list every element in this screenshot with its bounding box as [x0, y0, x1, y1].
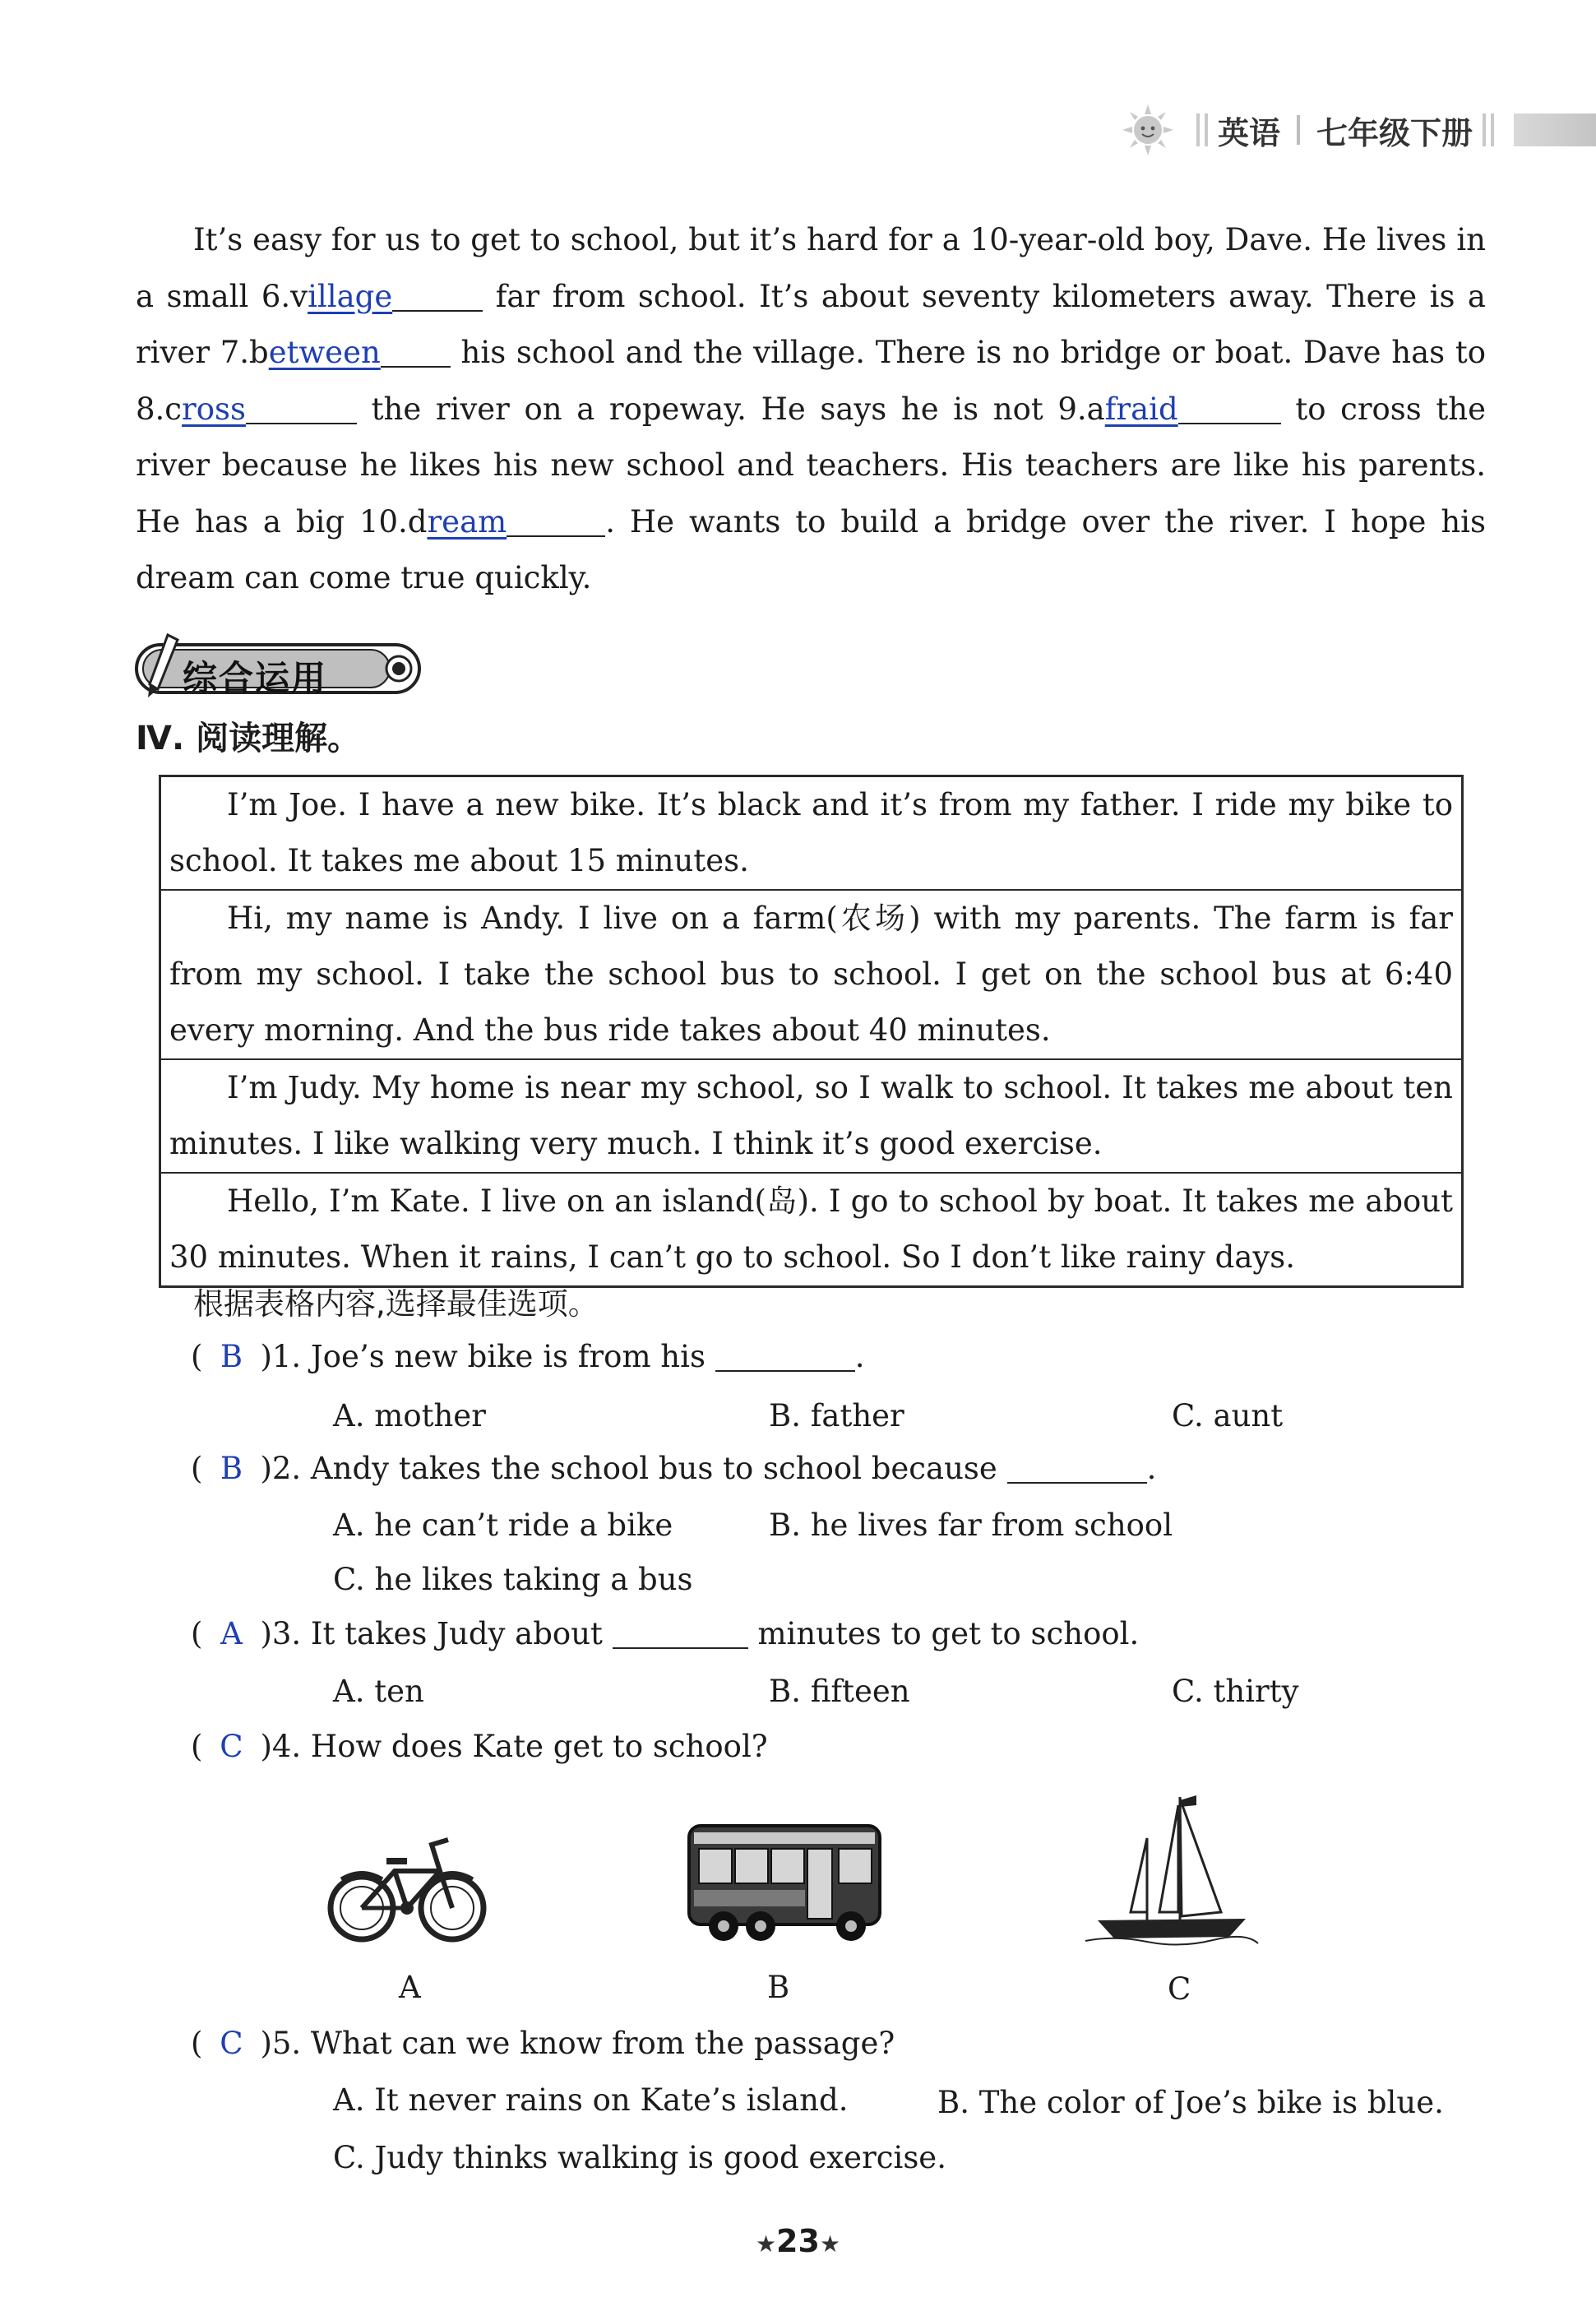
subject-label: 英语: [1217, 114, 1280, 151]
paren-open: (: [191, 1451, 203, 1486]
option-b: B. fifteen: [769, 1674, 910, 1709]
sailboat-picture: [1081, 1789, 1262, 1953]
question-4: [191, 1729, 768, 1764]
answer-blank: [246, 392, 357, 424]
answer-letter: C: [220, 1729, 243, 1764]
blank-number: 10.d: [359, 503, 428, 540]
question-stem: )3. It takes Judy about: [260, 1616, 603, 1651]
question-after: .: [1146, 1451, 1157, 1486]
blank-answer: fraid: [1104, 391, 1178, 427]
paren-open: (: [191, 1616, 203, 1651]
paren-open: (: [191, 1339, 203, 1374]
passage-text: It’s easy for us to get to school, but it’s hard for a 10-year-old boy, Dave. He lives in a small: [136, 222, 1486, 314]
pencil-icon: [143, 633, 181, 699]
question-after: minutes to get to school.: [757, 1616, 1140, 1651]
paren-open: (: [191, 2026, 203, 2061]
header-divider: [1196, 113, 1208, 146]
page-footer: [0, 2223, 1596, 2259]
page-header: [1121, 97, 1596, 163]
blank-answer: ross: [182, 391, 246, 427]
table-row: Hi, my name is Andy. I live on a farm(农场) with my parents. The farm is far from my school. I take the school bus to school. I get on the school bus at 6:40 every morning. And the bus ride takes about 40 minutes.: [161, 891, 1461, 1060]
reading-heading: Ⅳ. 阅读理解。: [136, 720, 361, 757]
blank-answer: etween: [268, 335, 381, 370]
passage-text: . He wants to build a bridge over the river. I hope his dream can come true quickly.: [136, 503, 1487, 595]
picture-label-c: C: [1168, 1971, 1191, 2007]
table-row: I’m Judy. My home is near my school, so I walk to school. It takes me about ten minutes. I like walking very much. I think it’s good exercise.: [161, 1060, 1461, 1174]
question-stem: )5. What can we know from the passage?: [260, 2026, 895, 2061]
answer-blank: [507, 505, 605, 537]
option-a: A. mother: [333, 1398, 486, 1433]
blank-number: 8.c: [136, 391, 183, 427]
question-1: [191, 1339, 864, 1374]
table-row: Hello, I’m Kate. I live on an island(岛). I go to school by boat. It takes me about 30 minutes. When it rains, I can’t go to school. So I don’t like rainy days.: [169, 1183, 1453, 1275]
header-divider: [1483, 113, 1494, 146]
question-stem: )4. How does Kate get to school?: [260, 1729, 768, 1764]
question-after: .: [854, 1339, 865, 1374]
answer-blank: [715, 1340, 855, 1372]
paren-open: (: [191, 1729, 203, 1764]
blank-answer: ream: [427, 503, 507, 540]
option-b: B. father: [769, 1398, 904, 1433]
table-row: I’m Joe. I have a new bike. It’s black and it’s from my father. I ride my bike to school. It takes me about 15 minutes.: [161, 777, 1461, 891]
question-2: [191, 1451, 1156, 1486]
answer-blank: [613, 1617, 748, 1649]
passage-text: to cross the river because he likes his new school and teachers. His teachers are like his parents. He has a big: [136, 391, 1487, 540]
reading-table: [159, 775, 1464, 1288]
question-stem: )1. Joe’s new bike is from his: [260, 1339, 705, 1374]
blank-number: 6.v: [261, 278, 308, 314]
sun-mascot-icon: [1121, 103, 1175, 157]
option-a: A. ten: [333, 1674, 424, 1709]
option-b: B. The color of Joe’s bike is blue.: [937, 2085, 1444, 2120]
star-icon: ★: [819, 2230, 841, 2258]
instruction-text: 根据表格内容,选择最佳选项。: [193, 1286, 599, 1322]
answer-letter: C: [220, 2026, 243, 2061]
question-5: [191, 2026, 895, 2061]
blank-answer: illage: [308, 278, 393, 314]
blank-number: 9.a: [1057, 391, 1105, 427]
answer-letter: A: [220, 1616, 243, 1651]
answer-blank: [392, 280, 483, 312]
question-3: [191, 1616, 1139, 1651]
option-a: A. It never rains on Kate’s island.: [333, 2082, 849, 2118]
section-title-text: 综合运用: [183, 658, 328, 698]
option-b: B. he lives far from school: [769, 1507, 1173, 1543]
blank-number: 7.b: [220, 335, 269, 370]
passage-text: far from school. It’s about seventy kilometers away. There is a river: [136, 278, 1486, 370]
section-title-badge: [132, 633, 428, 701]
option-c: C. he likes taking a bus: [333, 1562, 693, 1597]
cloze-passage: [136, 212, 1486, 607]
header-divider: [1297, 115, 1300, 145]
answer-blank: [1007, 1452, 1147, 1484]
picture-label-b: B: [767, 1970, 790, 2005]
option-c: C. aunt: [1172, 1398, 1284, 1433]
grade-label: 七年级下册: [1316, 114, 1473, 151]
option-c: C. thirty: [1172, 1674, 1299, 1709]
answer-blank: [1178, 392, 1281, 424]
star-icon: ★: [755, 2230, 777, 2258]
answer-letter: B: [220, 1451, 243, 1486]
passage-text: his school and the village. There is no bridge or boat. Dave has to: [460, 335, 1487, 370]
option-a: A. he can’t ride a bike: [333, 1507, 673, 1543]
answer-letter: B: [220, 1339, 243, 1374]
bus-picture: [682, 1818, 888, 1949]
header-tab: [1514, 113, 1596, 146]
option-c: C. Judy thinks walking is good exercise.: [333, 2140, 946, 2175]
bicycle-picture: [325, 1830, 489, 1945]
passage-text: the river on a ropeway. He says he is not: [371, 391, 1043, 427]
page-number: 23: [776, 2223, 820, 2259]
answer-blank: [381, 336, 451, 368]
question-stem: )2. Andy takes the school bus to school because: [260, 1451, 997, 1486]
picture-label-a: A: [399, 1970, 421, 2005]
